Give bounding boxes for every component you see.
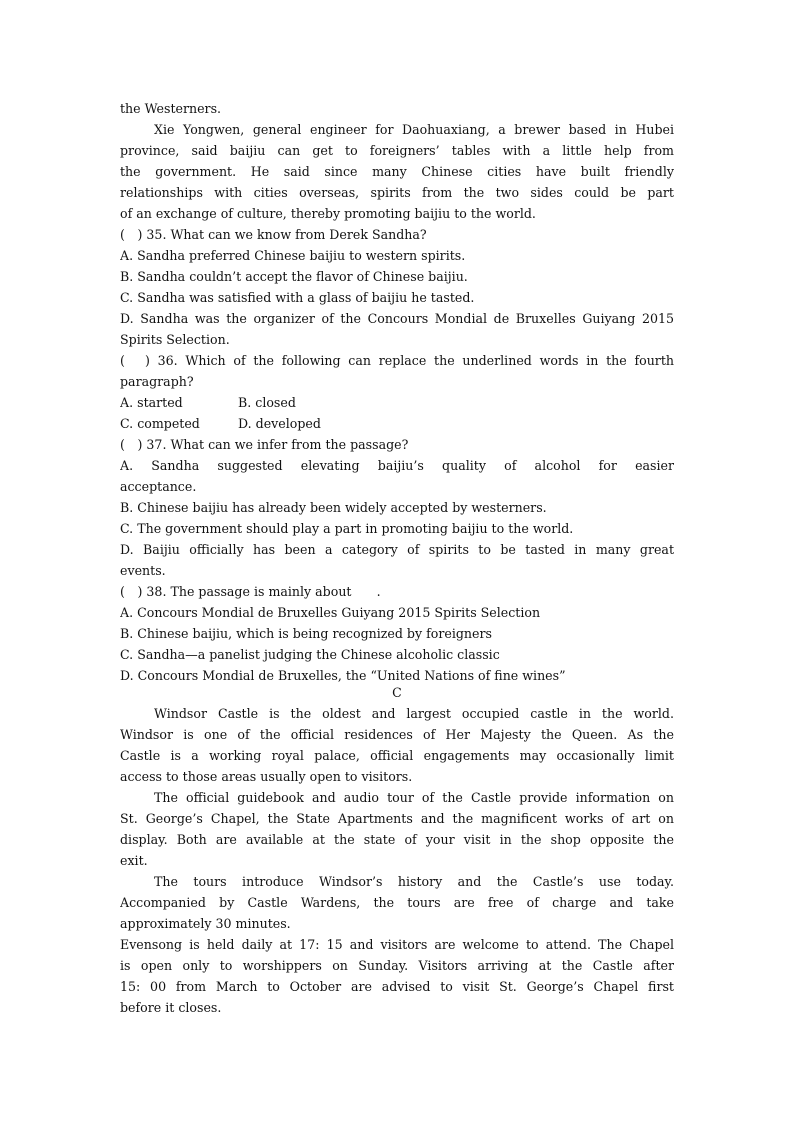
passage-c-line: Windsor Castle is the oldest and largest occupied castle in the world. xyxy=(154,706,674,721)
q37-option-a-cont: acceptance. xyxy=(120,479,197,494)
q36-option-d: D. developed xyxy=(238,416,321,431)
q37-option-c: C. The government should play a part in promoting baijiu to the world. xyxy=(120,521,574,536)
passage-b-line: Xie Yongwen, general engineer for Daohuaxiang, a brewer based in Hubei xyxy=(154,122,674,137)
passage-b-line: province, said baijiu can get to foreigners’ tables with a little help from xyxy=(120,143,674,158)
passage-c-line: access to those areas usually open to visitors. xyxy=(120,769,413,784)
q37-stem: ( ) 37. What can we infer from the passage? xyxy=(120,437,409,452)
q35-option-a: A. Sandha preferred Chinese baijiu to western spirits. xyxy=(120,248,466,263)
q37-option-b: B. Chinese baijiu has already been widely accepted by westerners. xyxy=(120,500,547,515)
passage-c-line: Windsor is one of the official residences of Her Majesty the Queen. As the xyxy=(120,727,674,742)
q38-stem: ( ) 38. The passage is mainly about . xyxy=(120,584,381,599)
q37-option-d-cont: events. xyxy=(120,563,166,578)
q38-option-a: A. Concours Mondial de Bruxelles Guiyang 2015 Spirits Selection xyxy=(120,605,541,620)
passage-b-line: the government. He said since many Chinese cities have built friendly xyxy=(120,164,674,179)
q36-stem: ( ) 36. Which of the following can replace the underlined words in the fourth xyxy=(120,353,674,368)
q36-option-c: C. competed xyxy=(120,416,200,431)
passage-b-line: of an exchange of culture, thereby promoting baijiu to the world. xyxy=(120,206,536,221)
passage-c-line: Evensong is held daily at 17: 15 and visitors are welcome to attend. The Chapel xyxy=(120,937,674,952)
passage-c-line: approximately 30 minutes. xyxy=(120,916,291,931)
passage-b-line: relationships with cities overseas, spirits from the two sides could be part xyxy=(120,185,674,200)
q36-option-b: B. closed xyxy=(238,395,296,410)
q35-option-b: B. Sandha couldn’t accept the flavor of Chinese baijiu. xyxy=(120,269,468,284)
passage-c-line: 15: 00 from March to October are advised to visit St. George’s Chapel first xyxy=(120,979,674,994)
passage-c-line: The tours introduce Windsor’s history and the Castle’s use today. xyxy=(154,874,674,889)
passage-c-line: is open only to worshippers on Sunday. Visitors arriving at the Castle after xyxy=(120,958,674,973)
q38-option-b: B. Chinese baijiu, which is being recognized by foreigners xyxy=(120,626,492,641)
passage-b-end: the Westerners. xyxy=(120,101,222,116)
passage-c-line: Accompanied by Castle Wardens, the tours are free of charge and take xyxy=(120,895,674,910)
q37-option-a: A. Sandha suggested elevating baijiu’s quality of alcohol for easier xyxy=(120,458,674,473)
questions xyxy=(120,224,674,686)
passage-c-line: exit. xyxy=(120,853,148,868)
section-c-label: C xyxy=(392,685,402,700)
q36-options-row-2 xyxy=(120,413,674,434)
q38-option-d: D. Concours Mondial de Bruxelles, the “United Nations of fine wines” xyxy=(120,668,566,683)
passage-c-line: The official guidebook and audio tour of the Castle provide information on xyxy=(154,790,674,805)
passage-c-line: St. George’s Chapel, the State Apartments and the magnificent works of art on xyxy=(120,811,674,826)
q37-option-d: D. Baijiu officially has been a category of spirits to be tasted in many great xyxy=(120,542,674,557)
q35-option-d-cont: Spirits Selection. xyxy=(120,332,230,347)
q36-option-a: A. started xyxy=(120,395,183,410)
passage-c-line: Castle is a working royal palace, official engagements may occasionally limit xyxy=(120,748,674,763)
passage-c xyxy=(120,682,674,1018)
q35-option-d: D. Sandha was the organizer of the Concours Mondial de Bruxelles Guiyang 2015 xyxy=(120,311,674,326)
q35-stem: ( ) 35. What can we know from Derek Sandha? xyxy=(120,227,427,242)
q35-option-c: C. Sandha was satisfied with a glass of baijiu he tasted. xyxy=(120,290,475,305)
q36-stem-cont: paragraph? xyxy=(120,374,194,389)
q36-options-row-1 xyxy=(120,392,674,413)
passage-c-line: display. Both are available at the state of your visit in the shop opposite the xyxy=(120,832,674,847)
passage-c-line: before it closes. xyxy=(120,1000,222,1015)
q38-option-c: C. Sandha—a panelist judging the Chinese alcoholic classic xyxy=(120,647,500,662)
passage-b xyxy=(120,98,674,224)
